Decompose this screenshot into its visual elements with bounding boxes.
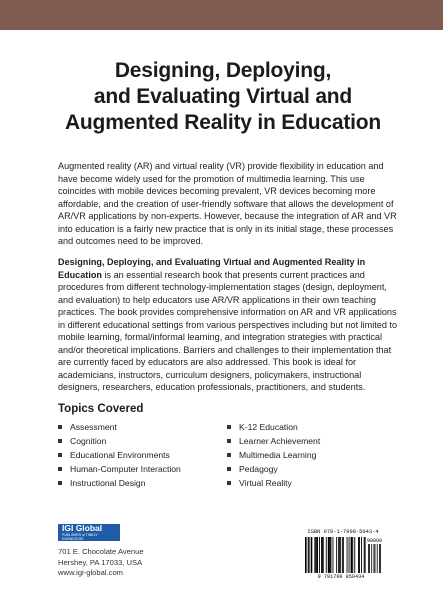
barcode-bar [349, 537, 350, 573]
description-bold-title: Designing, Deploying, and Evaluating Virtual and Augmented Reality in Education [58, 257, 366, 280]
addon-barcode-bar [369, 544, 370, 573]
barcode-bar [314, 537, 315, 573]
barcode-bar [330, 537, 331, 573]
barcode-bar [316, 537, 318, 573]
topic-item: Cognition [58, 434, 181, 448]
barcode-bar [315, 537, 316, 573]
addon-barcode-bar [375, 544, 376, 573]
topic-item: Assessment [58, 420, 181, 434]
barcode-digits: 9 781799 850434 [317, 574, 365, 580]
barcode-bar [321, 537, 322, 573]
topics-list-right [227, 420, 320, 490]
barcode-bar [343, 537, 344, 573]
addon-barcode-bar [368, 544, 369, 573]
barcode-bar [347, 537, 348, 573]
publisher-logo [58, 524, 120, 541]
topic-item: Instructional Design [58, 476, 181, 490]
topics-heading: Topics Covered [58, 403, 144, 415]
publisher-logo-text: IGI Global [62, 523, 103, 533]
barcode-bar [308, 537, 309, 573]
barcode-bar [365, 537, 366, 573]
topic-item: Virtual Reality [227, 476, 320, 490]
isbn-text: ISBN 978-1-7998-5043-4 [307, 529, 379, 535]
barcode-bar [311, 537, 313, 573]
barcode-bar [326, 537, 327, 573]
description-paragraph [58, 256, 398, 394]
intro-paragraph: Augmented reality (AR) and virtual reality (VR) provide flexibility in education and have become widely used for the promotion of multimedia learning. This use coincides with mobile devices becoming prevalent, VR devices becoming more affordable, and the creation of user-friendly software that allows the development of AR/VR applications by non-experts. However, because the integration of AR and VR into education is a fairly new practice that is only in its initial stage, these processes and outcomes need to be improved. [58, 161, 397, 246]
barcode-bar [359, 537, 360, 573]
address-line: Hershey, PA 17033, USA [58, 557, 143, 567]
topics-list-left [58, 420, 181, 490]
barcode-bar [338, 537, 339, 573]
barcode-bar [305, 537, 307, 573]
addon-barcode-bar [380, 544, 381, 573]
address-line: www.igi-global.com [58, 568, 123, 577]
barcode-bar [331, 537, 332, 573]
price-code: 90000 [367, 538, 383, 544]
topic-item: Human-Computer Interaction [58, 462, 181, 476]
topic-item: Learner Achievement [227, 434, 320, 448]
barcode-bar [336, 537, 337, 573]
barcode-bar [361, 537, 362, 573]
barcode-bar [319, 537, 320, 573]
barcode-bar [339, 537, 341, 573]
description-body: is an essential research book that presents current practices and procedures from different technology-implementation stages (design, deployment, and evaluation) to help educators use AR/VR applications in their own teaching practices. The book provides comprehensive information on AR and VR applications in different educational settings from various perspectives including but not limited to mobile learning, formal/informal learning, and integration strategies with practical and/or theoretical implications. Barriers and challenges to their implementation that are currently faced by educators are also addressed. This book is ideal for academicians, instructors, curriculum designers, policymakers, instructional designers, researchers, education professionals, practitioners, and students. [58, 269, 398, 392]
barcode-bar [364, 537, 365, 573]
title-line: Designing, Deploying, [114, 59, 332, 82]
barcode-bar [322, 537, 324, 573]
addon-barcode-bar [371, 544, 372, 573]
barcode-bar [333, 537, 334, 573]
topic-item: Multimedia Learning [227, 448, 320, 462]
addon-barcode-bar [374, 544, 375, 573]
publisher-address [58, 547, 144, 579]
publisher-logo-subtext: PUBLISHER of TIMELY KNOWLEDGE [62, 533, 98, 541]
barcode-bar [352, 537, 353, 573]
barcode-bar [328, 537, 330, 573]
address-line: 701 E. Chocolate Avenue [58, 547, 144, 556]
top-color-band [0, 0, 443, 30]
isbn-barcode [301, 529, 385, 581]
topic-item: Pedagogy [227, 462, 320, 476]
addon-barcode-bar [377, 544, 378, 573]
barcode-bar [354, 537, 355, 573]
barcode-bar [309, 537, 310, 573]
topic-item: Educational Environments [58, 448, 181, 462]
book-title [38, 58, 408, 136]
addon-barcode-bar [379, 544, 380, 573]
topic-item: K-12 Education [227, 420, 320, 434]
title-line: Augmented Reality in Education [64, 111, 382, 134]
title-line: and Evaluating Virtual and [93, 85, 353, 108]
barcode-bar [351, 537, 353, 573]
barcode-bar [358, 537, 359, 573]
barcode-bar [342, 537, 343, 573]
barcode-bars [305, 537, 383, 574]
